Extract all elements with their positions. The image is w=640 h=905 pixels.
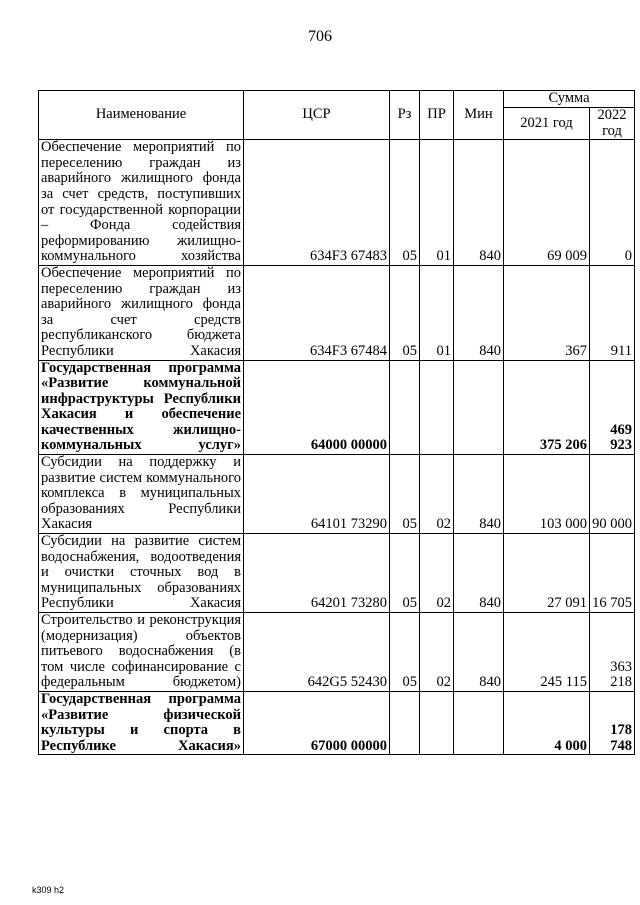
table-row — [39, 691, 635, 754]
row-pr — [420, 691, 454, 754]
row-min: 840 — [454, 265, 504, 360]
row-name: Строительство и реконструкция (модернизация) объектов питьевого водоснабжения (в том числе софинансирование с федеральным бюджетом) — [39, 613, 244, 692]
row-name: Государственная программа «Развитие коммунальной инфраструктуры Республики Хакасия и обеспечение качественных жилищно-коммунальных услуг» — [39, 360, 244, 455]
row-sum-2021: 103 000 — [504, 455, 590, 534]
row-csr: 634F3 67483 — [244, 140, 390, 266]
row-pr: 01 — [420, 265, 454, 360]
row-min: 840 — [454, 140, 504, 266]
row-sum-2021: 4 000 — [504, 691, 590, 754]
row-pr: 02 — [420, 613, 454, 692]
row-sum-2021: 245 115 — [504, 613, 590, 692]
header-sum: Сумма — [504, 91, 635, 108]
row-name: Субсидии на поддержку и развитие систем коммунального комплекса в муниципальных образованиях Республики Хакасия — [39, 455, 244, 534]
row-pr — [420, 360, 454, 455]
table-row — [39, 455, 635, 534]
table-row — [39, 534, 635, 613]
row-name: Обеспечение мероприятий по переселению граждан из аварийного жилищного фонда за счет средств республиканского бюджета Республики Хакасия — [39, 265, 244, 360]
row-sum-2022: 178 748 — [590, 691, 635, 754]
row-csr: 64101 73290 — [244, 455, 390, 534]
row-sum-2022: 16 705 — [590, 534, 635, 613]
row-pr: 01 — [420, 140, 454, 266]
row-sum-2021: 375 206 — [504, 360, 590, 455]
header-min: Мин — [454, 91, 504, 140]
row-sum-2022: 0 — [590, 140, 635, 266]
row-min — [454, 691, 504, 754]
row-min: 840 — [454, 455, 504, 534]
row-csr: 634F3 67484 — [244, 265, 390, 360]
row-rz: 05 — [390, 455, 420, 534]
row-name: Обеспечение мероприятий по переселению граждан из аварийного жилищного фонда за счет средств, поступивших от государственной корпорации – Фонда содействия реформированию жилищно-коммунального хозяйства — [39, 140, 244, 266]
row-sum-2021: 367 — [504, 265, 590, 360]
row-rz: 05 — [390, 140, 420, 266]
page-number: 706 — [308, 28, 332, 45]
header-name: Наименование — [39, 91, 244, 140]
row-csr: 64201 73280 — [244, 534, 390, 613]
row-rz — [390, 691, 420, 754]
row-csr: 642G5 52430 — [244, 613, 390, 692]
row-csr: 67000 00000 — [244, 691, 390, 754]
table-row — [39, 140, 635, 266]
table-row — [39, 360, 635, 455]
table-row — [39, 265, 635, 360]
document-code: k309 h2 — [32, 885, 65, 895]
row-sum-2022: 911 — [590, 265, 635, 360]
row-pr: 02 — [420, 455, 454, 534]
row-sum-2021: 69 009 — [504, 140, 590, 266]
row-csr: 64000 00000 — [244, 360, 390, 455]
row-min: 840 — [454, 613, 504, 692]
row-sum-2021: 27 091 — [504, 534, 590, 613]
row-rz: 05 — [390, 613, 420, 692]
row-name: Субсидии на развитие систем водоснабжения, водоотведения и очистки сточных вод в муниципальных образованиях Республики Хакасия — [39, 534, 244, 613]
row-sum-2022: 90 000 — [590, 455, 635, 534]
row-rz — [390, 360, 420, 455]
header-rz: Рз — [390, 91, 420, 140]
row-rz: 05 — [390, 534, 420, 613]
row-rz: 05 — [390, 265, 420, 360]
row-min — [454, 360, 504, 455]
header-csr: ЦСР — [244, 91, 390, 140]
row-name: Государственная программа «Развитие физической культуры и спорта в Республике Хакасия» — [39, 691, 244, 754]
header-year-2022: 2022 год — [590, 108, 635, 140]
header-pr: ПР — [420, 91, 454, 140]
row-sum-2022: 363 218 — [590, 613, 635, 692]
budget-table — [38, 90, 635, 755]
row-min: 840 — [454, 534, 504, 613]
table-row — [39, 613, 635, 692]
row-pr: 02 — [420, 534, 454, 613]
header-year-2021: 2021 год — [504, 108, 590, 140]
row-sum-2022: 469 923 — [590, 360, 635, 455]
